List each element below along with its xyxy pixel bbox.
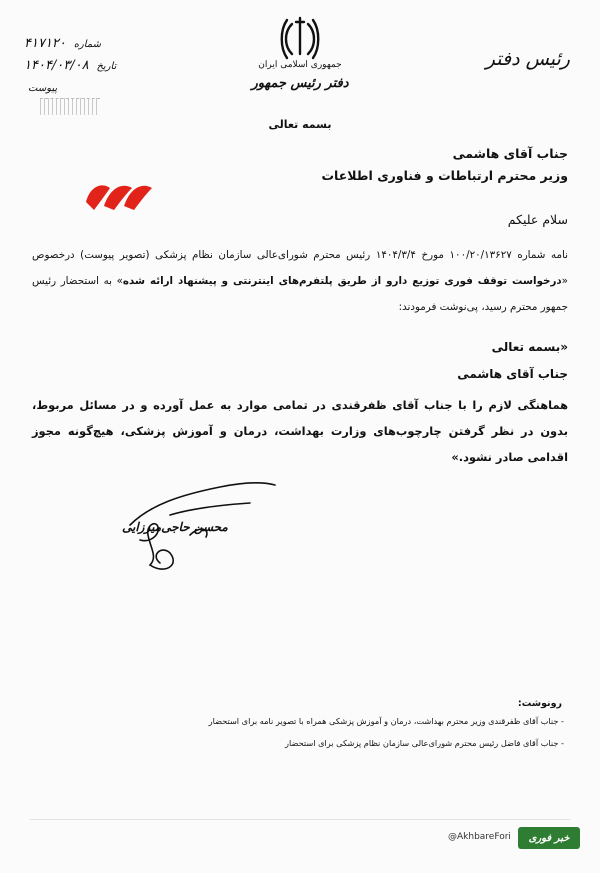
iran-emblem-icon bbox=[278, 14, 322, 62]
date-value: ۱۴۰۴/۰۳/۰۸ bbox=[24, 58, 89, 73]
body-bold-subject: درخواست توقف فوری توزیع دارو از طریق پلتفرم‌های اینترنتی و پیشنهاد ارائه شده bbox=[122, 275, 562, 287]
letter-date bbox=[24, 58, 116, 73]
watermark-logo: خبر فوری bbox=[518, 827, 580, 849]
body-part-2: » به استحضار رئیس جمهور محترم رسید، پی‌نوشت فرمودند: bbox=[32, 275, 568, 313]
cc-item: - جناب آقای ظفرقندی وزیر محترم بهداشت، درمان و آموزش پزشکی همراه با تصویر نامه برای استحضار bbox=[208, 716, 564, 726]
number-value: ۴۱۷۱۲۰ bbox=[24, 36, 66, 51]
quote-text: هماهنگی لازم را با جناب آقای ظفرقندی در تمامی موارد به عمل آورده و در مسائل مربوط، بدون در نظر گرفتن چارچوب‌های وزارت بهداشت، درمان و آموزش پزشکی، هیچ‌گونه مجوز اقدامی صادر نشود.» bbox=[32, 398, 568, 464]
letter-number bbox=[24, 36, 101, 51]
watermark-handle: @AkhbareFori bbox=[448, 832, 511, 842]
greeting: سلام علیکم bbox=[507, 212, 568, 227]
divider bbox=[30, 819, 570, 820]
stamp-mark bbox=[40, 98, 100, 115]
letter-body bbox=[32, 242, 568, 320]
letter-attachment bbox=[24, 80, 57, 94]
number-key: شماره bbox=[73, 39, 102, 50]
signer-name: محسن حاجی‌میرزایی bbox=[122, 520, 228, 534]
attachment-key: پیوست bbox=[28, 83, 58, 94]
body-part-1: نامه شماره ۱۰۰/۲۰/۱۳۶۲۷ مورخ ۱۴۰۴/۳/۴ رئیس محترم شورای‌عالی سازمان نظام پزشکی (تصویر پیوست) درخصوص « bbox=[32, 249, 568, 287]
government-label: جمهوری اسلامی ایران bbox=[258, 60, 342, 70]
office-label: دفتر رئیس جمهور bbox=[251, 76, 349, 91]
cc-title: رونوشت: bbox=[517, 698, 562, 709]
date-key: تاریخ bbox=[96, 61, 117, 72]
head-of-office-label: رئیس دفتر bbox=[485, 48, 570, 70]
quote-basmala: «بسمه تعالی bbox=[491, 340, 568, 354]
quote-addressee: جناب آقای هاشمی bbox=[457, 367, 568, 381]
basmala: بسمه تعالی bbox=[268, 118, 332, 131]
news-agency-logo bbox=[80, 172, 158, 218]
addressee-role: وزیر محترم ارتباطات و فناوری اطلاعات bbox=[321, 168, 568, 183]
addressee-title: جناب آقای هاشمی bbox=[452, 146, 568, 161]
cc-item: - جناب آقای فاضل رئیس محترم شورای‌عالی سازمان نظام پزشکی برای استحضار bbox=[285, 738, 564, 748]
